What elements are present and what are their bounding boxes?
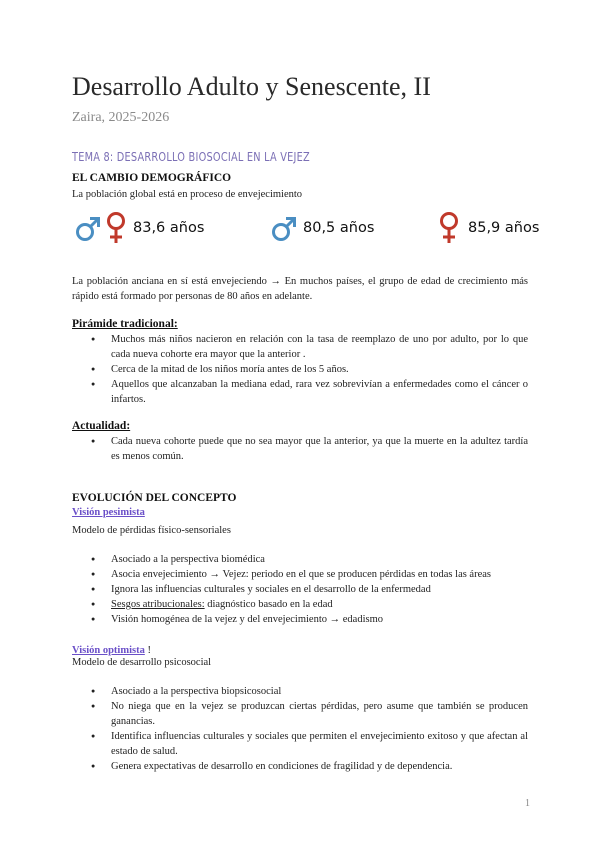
pesimista-model: Modelo de pérdidas físico-sensoriales — [72, 525, 231, 536]
female-symbol-icon — [104, 211, 128, 245]
list-item: ● Visión homogénea de la vejez y del envejecimiento → edadismo — [91, 612, 528, 627]
stat-male: 80,5 años — [303, 220, 375, 236]
actualidad-list — [91, 434, 528, 464]
demografia-paragraph: La población anciana en sí está envejeciendo → En muchos países, el grupo de edad de crecimiento más rápido está formado por personas de 80 años en adelante. — [72, 276, 528, 302]
sesgos-text: diagnóstico basado en la edad — [204, 599, 333, 610]
list-item: ● Genera expectativas de desarrollo en condiciones de fragilidad y de dependencia. — [91, 759, 528, 774]
list-item: ● Muchos más niños nacieron en relación con la tasa de reemplazo de uno por adulto, por lo que cada nueva cohorte era mayor que la anterior . — [91, 332, 528, 362]
piramide-list — [91, 332, 528, 407]
list-item: ● Ignora las influencias culturales y sociales en el desarrollo de la enfermedad — [91, 582, 528, 597]
list-item: ● No niega que en la vejez se produzcan ciertas pérdidas, pero asume que también se producen ganancias. — [91, 699, 528, 729]
male-symbol-icon — [270, 215, 298, 243]
vision-pesimista-label: Visión pesimista — [72, 507, 145, 518]
stat-female: 85,9 años — [468, 220, 540, 236]
page-number: 1 — [525, 798, 530, 809]
list-item: ● Aquellos que alcanzaban la mediana edad, rara vez sobrevivían a enfermedades como el cáncer o infartos. — [91, 377, 528, 407]
male-symbol-icon — [74, 215, 102, 243]
intro-text: La población global está en proceso de envejecimiento — [72, 189, 303, 200]
vision-optimista-label: Visión optimista — [72, 645, 145, 656]
section-heading-demografia: EL CAMBIO DEMOGRÁFICO — [72, 172, 232, 184]
list-item: ● Cada nueva cohorte puede que no sea mayor que la anterior, ya que la muerte en la adultez tardía es menos común. — [91, 434, 528, 464]
actualidad-heading: Actualidad: — [72, 420, 131, 432]
document-title: Desarrollo Adulto y Senescente, II — [72, 72, 431, 101]
optimista-model: Modelo de desarrollo psicosocial — [72, 657, 212, 668]
optimista-mark: ! — [144, 645, 151, 656]
list-item: ● Asocia envejecimiento → Vejez: periodo en el que se producen pérdidas en todas las áreas — [91, 567, 528, 582]
sesgos-label: Sesgos atribucionales: — [111, 599, 205, 610]
list-item: ● Cerca de la mitad de los niños moría antes de los 5 años. — [91, 362, 528, 377]
piramide-heading: Pirámide tradicional: — [72, 318, 178, 330]
female-symbol-icon — [437, 211, 461, 245]
list-item: ● Identifica influencias culturales y sociales que permiten el envejecimiento exitoso y que afectan al estado de salud. — [91, 729, 528, 759]
list-item — [91, 597, 528, 612]
document-subtitle: Zaira, 2025-2026 — [72, 110, 170, 125]
list-item: ● Asociado a la perspectiva biomédica — [91, 552, 528, 567]
pesimista-list — [91, 552, 528, 627]
optimista-list — [91, 684, 528, 774]
list-item: ● Asociado a la perspectiva biopsicosocial — [91, 684, 528, 699]
topic-heading: TEMA 8: DESARROLLO BIOSOCIAL EN LA VEJEZ — [72, 149, 310, 164]
section-heading-evolucion: EVOLUCIÓN DEL CONCEPTO — [72, 492, 237, 504]
stat-total: 83,6 años — [133, 220, 205, 236]
